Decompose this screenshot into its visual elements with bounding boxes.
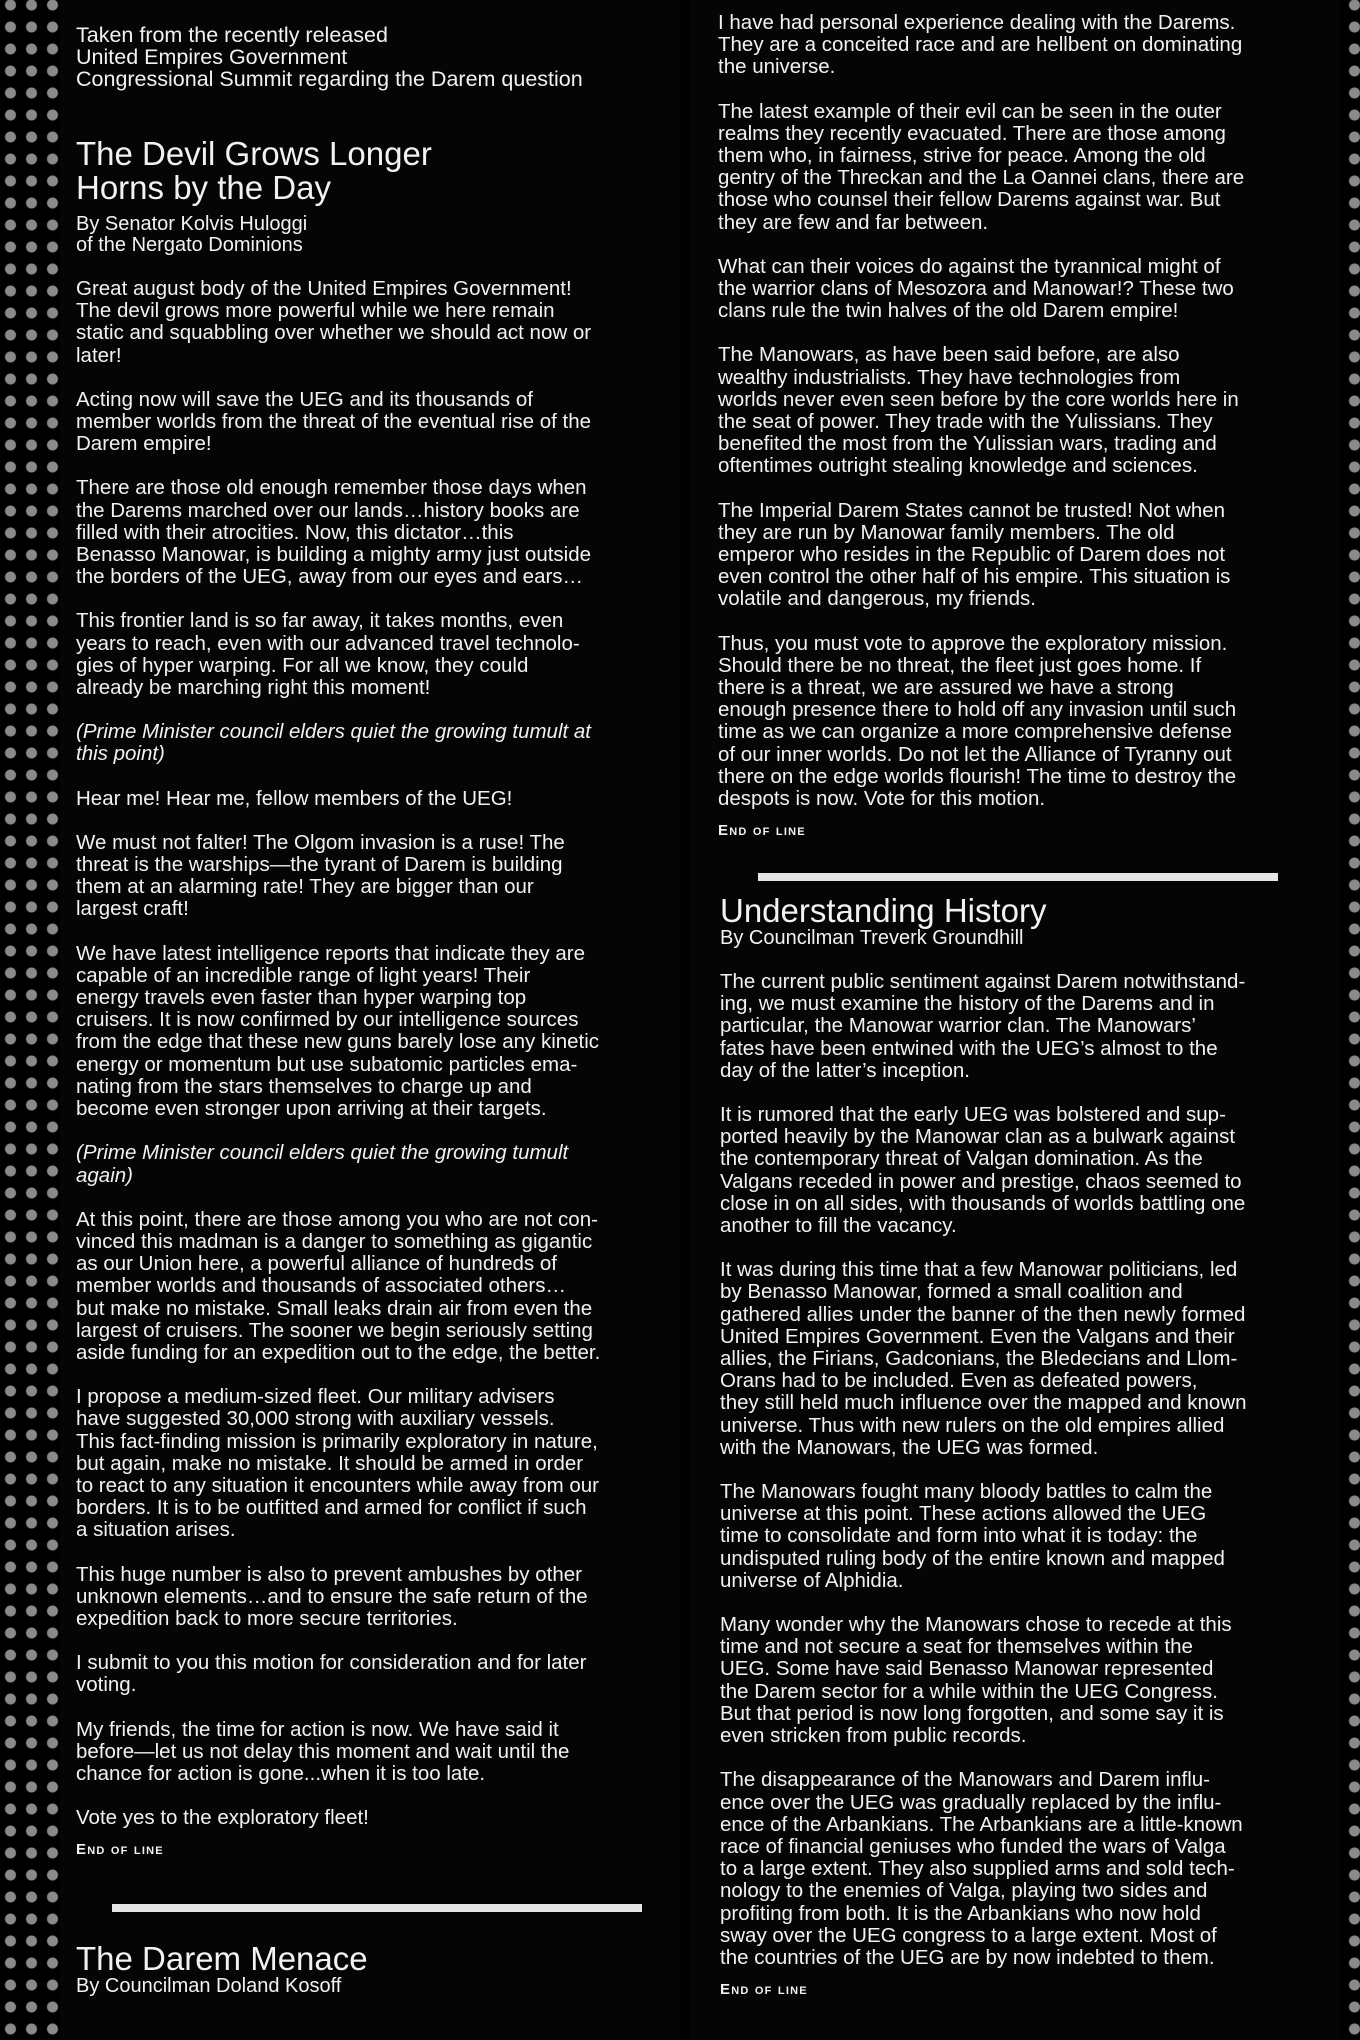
- paragraph: Many wonder why the Manowars chose to recede at this time and not secure a seat for themselves within the UEG. Some have said Benasso Manowar represented the Darem sector for a while within the UEG Congress. But that period is now long forgotten, and some say it is even stricken from public records.: [720, 1613, 1232, 1748]
- paragraph: We must not falter! The Olgom invasion is a ruse! The threat is the warships—the tyrant of Darem is building them at an alarming rate! They are bigger than our largest craft!: [76, 830, 565, 921]
- paragraph: It was during this time that a few Manowar politicians, led by Benasso Manowar, formed a small coalition and gathered allies under the banner of the then newly formed United Empires Government. Even the Valgans and their allies, the Firians, Gadconians, the Bledecians and Llom- Orans had to be included. Even as defeated powers, they still held much influence over the mapped and known universe. Thus with new rulers on the old empires allied with the Manowars, the UEG was formed.: [720, 1258, 1247, 1459]
- paragraph: Thus, you must vote to approve the exploratory mission. Should there be no threat, the fleet just goes home. If there is a threat, we are assured we have a strong enough presence there to hold off any invasion until such time as we can organize a more comprehensive defense of our inner worlds. Do not let the Alliance of Tyranny out there on the edge worlds flourish! The time to destroy the despots is now. Vote for this motion.: [718, 631, 1237, 811]
- paragraph: I have had personal experience dealing with the Darems. They are a conceited race and are hellbent on dominating the universe.: [718, 11, 1243, 79]
- article-title: The Darem Menace: [76, 1940, 368, 1977]
- intro-line: Congressional Summit regarding the Darem question: [76, 67, 583, 91]
- paragraph: Vote yes to the exploratory fleet!: [76, 1806, 369, 1830]
- article-understanding-history: [720, 894, 1246, 1998]
- paragraph: Hear me! Hear me, fellow members of the UEG!: [76, 786, 513, 810]
- article-byline: By Councilman Doland Kosoff: [76, 1975, 342, 1997]
- left-column: [60, 0, 680, 2040]
- article-devil-grows-longer-continued: [718, 12, 1244, 839]
- paragraph: This frontier land is so far away, it takes months, even years to reach, even with our advanced travel technolo- gies of hyper warping. For all we know, they could already be marching right this moment!: [76, 609, 580, 700]
- paragraph: The latest example of their evil can be seen in the outer realms they recently evacuated. There are those among them who, in fairness, strive for peace. Among the old gentry of the Threckan and the La Oannei clans, there are those who counsel their fellow Darems against war. But they are few and far between.: [718, 99, 1245, 234]
- article-devil-grows-longer: [76, 137, 600, 1858]
- paragraph: There are those old enough remember those days when the Darems marched over our lands…history books are filled with their atrocities. Now, this dictator…this Benasso Manowar, is building a mighty army just outside the borders of the UEG, away from our eyes and ears…: [76, 476, 592, 589]
- paragraph: The Manowars fought many bloody battles to calm the universe at this point. These actions allowed the UEG time to consolidate and form into what it is today: the undisputed ruling body of the entire known and mapped universe of Alphidia.: [720, 1480, 1225, 1592]
- stage-direction: (Prime Minister council elders quiet the growing tumult again): [76, 1141, 569, 1187]
- end-of-line-marker: End of line: [720, 1981, 808, 1999]
- paragraph: Great august body of the United Empires Government! The devil grows more powerful while we here remain static and squabbling over whether we should act now or later!: [76, 277, 592, 367]
- paragraph: I propose a medium-sized fleet. Our military advisers have suggested 30,000 strong with auxiliary vessels. This fact-finding mission is primarily exploratory in nature, but again, make no mistake. It should be armed in order to react to any situation it encounters while away from our borders. It is to be outfitted and armed for conflict if such a situation arises.: [76, 1385, 600, 1542]
- paragraph: I submit to you this motion for consideration and for later voting.: [76, 1651, 587, 1697]
- section-divider: [758, 873, 1278, 881]
- paragraph: It is rumored that the early UEG was bolstered and sup- ported heavily by the Manowar clan as a bulwark against the contemporary threat of Valgan domination. As the Valgans receded in power and prestige, chaos seemed to close in on all sides, with thousands of worlds battling one another to fill the vacancy.: [720, 1103, 1246, 1238]
- paragraph: The Manowars, as have been said before, are also wealthy industrialists. They have technologies from worlds never even seen before by the core worlds here in the seat of power. They trade with the Yulissians. They benefited the most from the Yulissian wars, trading and oftentimes outright stealing knowledge and sciences.: [718, 343, 1239, 478]
- paragraph: My friends, the time for action is now. We have said it before—let us not delay this moment and wait until the chance for action is gone...when it is too late.: [76, 1717, 570, 1785]
- paragraph: Acting now will save the UEG and its thousands of member worlds from the threat of the eventual rise of the Darem empire!: [76, 387, 592, 456]
- end-of-line-marker: End of line: [718, 822, 806, 840]
- article-title: The Devil Grows Longer Horns by the Day: [76, 135, 432, 206]
- paragraph: The current public sentiment against Darem notwithstand- ing, we must examine the history of the Darems and in particular, the Manowar warrior clan. The Manowars’ fates have been entwined with the UEG’s almost to the day of the latter’s inception.: [720, 970, 1246, 1082]
- paragraph: At this point, there are those among you who are not con- vinced this madman is a danger to something as gigantic as our Union here, a powerful alliance of hundreds of member worlds and thousands of associated others… but make no mistake. Small leaks drain air from even the largest of cruisers. The sooner we begin seriously setting aside funding for an expedition out to the edge, the better.: [76, 1207, 601, 1364]
- paragraph: What can their voices do against the tyrannical might of the warrior clans of Mesozora and Manowar!? These two clans rule the twin halves of the old Darem empire!: [718, 254, 1234, 323]
- paragraph: The disappearance of the Manowars and Darem influ- ence over the UEG was gradually replaced by the influ- ence of the Arbankians. The Arbankians are a little-known race of financial geniuses who funded the wars of Valga to a large extent. They also supplied arms and sold tech- nology to the enemies of Valga, playing two sides and profiting from both. It is the Arbankians who now hold sway over the UEG congress to a large extent. Most of the countries of the UEG are by now indebted to them.: [720, 1768, 1243, 1969]
- article-byline: By Senator Kolvis Huloggi of the Nergato Dominions: [76, 213, 308, 256]
- article-title: Understanding History: [720, 892, 1047, 929]
- section-divider: [112, 1904, 642, 1912]
- left-dot-border: [0, 0, 60, 2040]
- article-darem-menace: [76, 1942, 368, 1997]
- intro-note: [76, 24, 583, 90]
- intro-line: Taken from the recently released: [76, 23, 388, 47]
- paragraph: We have latest intelligence reports that indicate they are capable of an incredible range of light years! Their energy travels even faster than hyper warping top cruisers. It is now confirmed by our intelligence sources from the edge that these new guns barely lose any kinetic energy or momentum but use subatomic particles ema- nating from the stars themselves to charge up and become even stronger upon arriving at their targets.: [76, 941, 600, 1121]
- paragraph: The Imperial Darem States cannot be trusted! Not when they are run by Manowar family members. The old emperor who resides in the Republic of Darem does not even control the other half of his empire. This situation is volatile and dangerous, my friends.: [718, 498, 1231, 611]
- end-of-line-marker: End of line: [76, 1841, 164, 1859]
- right-column: [690, 0, 1340, 2040]
- article-byline: By Councilman Treverk Groundhill: [720, 927, 1024, 949]
- paragraph: This huge number is also to prevent ambushes by other unknown elements…and to ensure the safe return of the expedition back to more secure territories.: [76, 1562, 588, 1630]
- stage-direction: (Prime Minister council elders quiet the growing tumult at this point): [76, 720, 591, 766]
- intro-line: United Empires Government: [76, 45, 348, 69]
